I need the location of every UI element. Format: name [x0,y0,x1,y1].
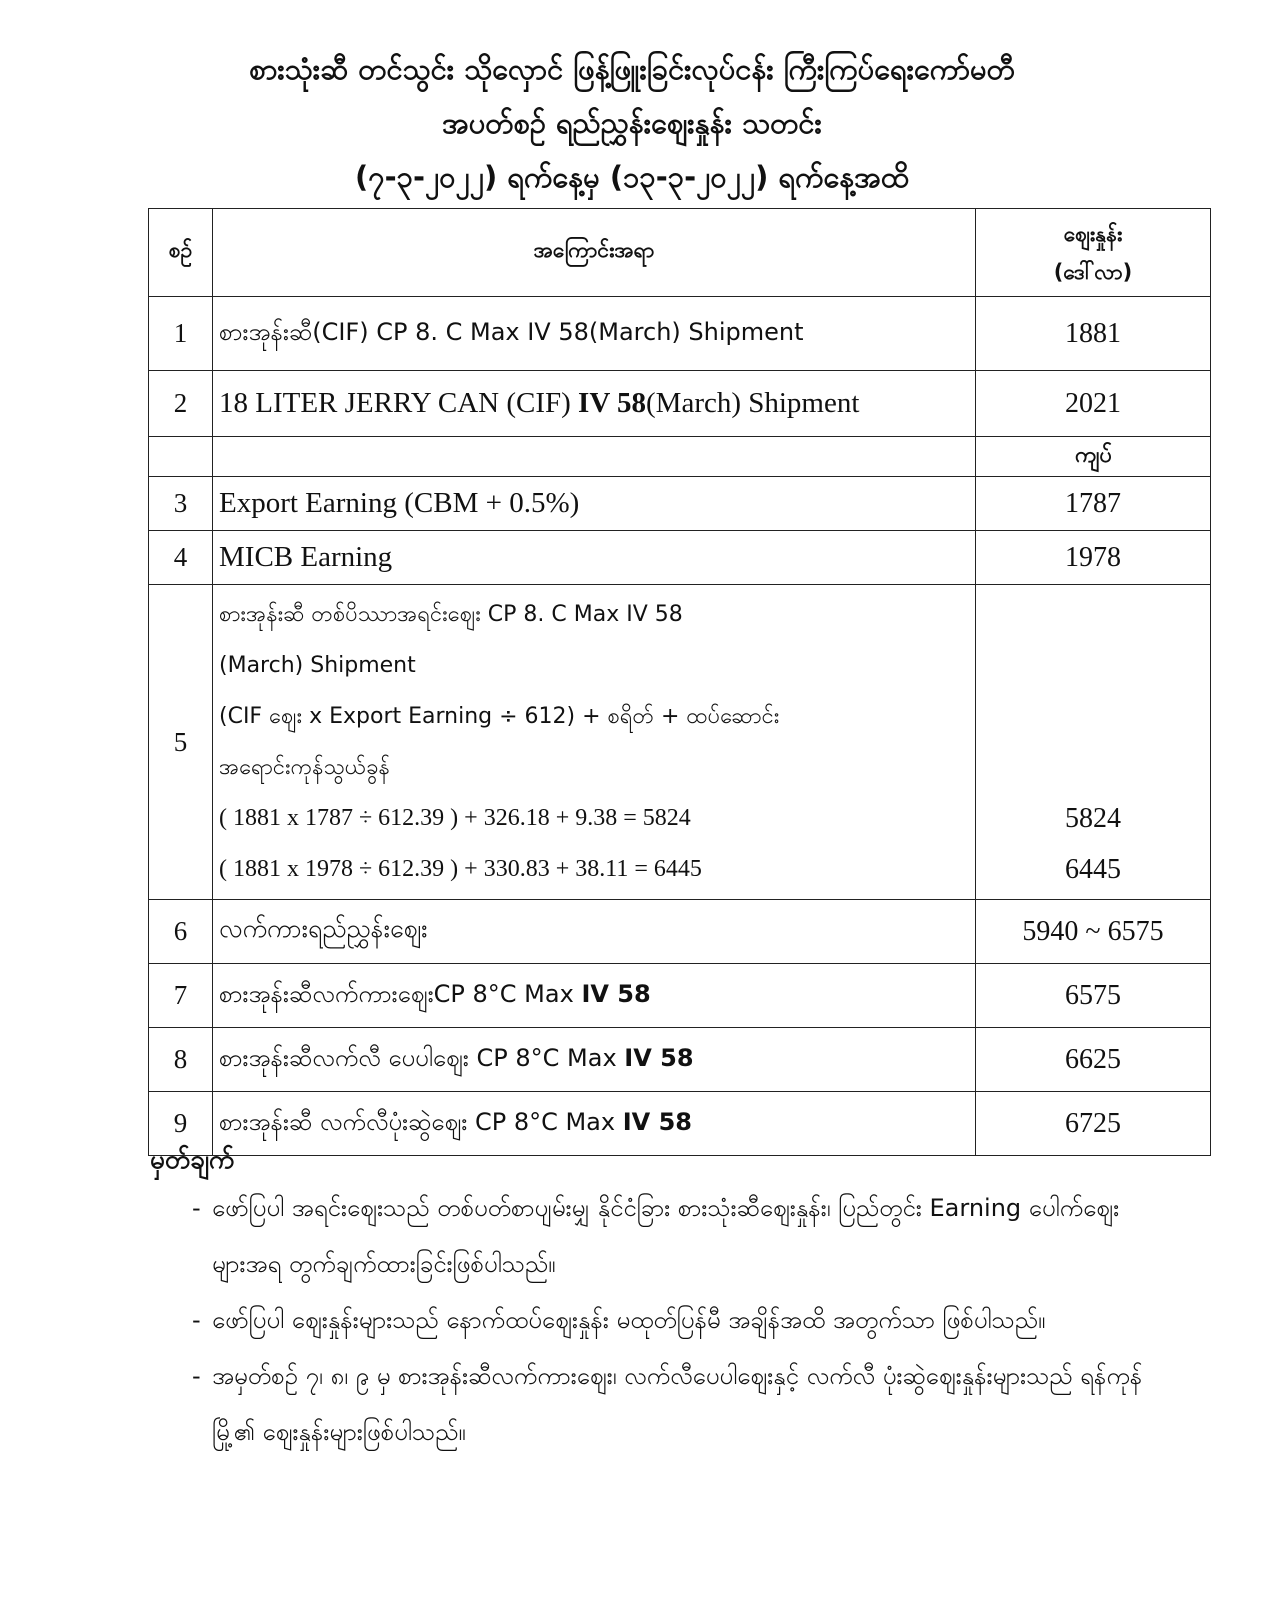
note-text: အမှတ်စဉ် ၇၊ ၈၊ ၉ မှ စားအုန်းဆီလက်ကားဈေး၊ လက်လီပေပါဈေးနှင့် လက်လီ ပုံးဆွဲဈေးနှုန်းများသည် ရန်ကုန်မြို့၏ ဈေးနှုန်းများဖြစ်ပါသည်။ [212,1362,1143,1446]
empty-cell [149,437,213,477]
desc-part: (March) Shipment [646,387,860,419]
row-price: 5940 ~ 6575 [976,900,1211,964]
note-text: ဖော်ပြပါ အရင်းဈေးသည် တစ်ပတ်စာပျမ်းမျှ နိုင်ငံခြား စားသုံးဆီဈေးနှုန်း၊ ပြည်တွင်း Earning ပေါက်ဈေးများအရ တွက်ချက်ထားခြင်းဖြစ်ပါသည်။ [212,1194,1120,1278]
row-no: 2 [149,371,213,437]
note-dash: - [192,1362,201,1390]
table-header-row [149,209,1211,297]
note-item [150,1348,1150,1460]
desc-part: စားအုန်းဆီလက်လီ ပေပါဈေး CP 8°C Max [219,1043,625,1072]
row-no: 6 [149,900,213,964]
header-description: အကြောင်းအရာ [213,209,976,297]
date-range: (၇-၃-၂၀၂၂) ရက်နေ့မှ (၁၃-၃-၂၀၂၂) ရက်နေ့အထိ [355,160,909,194]
desc-part: စားအုန်းဆီလက်ကားဈေးCP 8°C Max [219,979,582,1008]
calc-line: (March) Shipment [219,653,416,678]
table-row [149,964,1211,1028]
note-dash: - [192,1306,201,1334]
row-price: 6625 [976,1028,1211,1092]
row-price [976,585,1211,900]
desc-part: 18 LITER JERRY CAN (CIF) [219,387,579,419]
calc-formula: ( 1881 x 1787 ÷ 612.39 ) + 326.18 + 9.38 = 5824 [219,805,691,831]
row-price: 6725 [976,1092,1211,1156]
calc-result: 5824 [1065,803,1121,834]
table-row [149,900,1211,964]
unit-row [149,437,1211,477]
table-row [149,1028,1211,1092]
calc-line: (CIF ဈေး x Export Earning ÷ 612) + စရိတ် + ထပ်ဆောင်း [219,704,780,729]
calc-line: စားအုန်းဆီ တစ်ပိဿာအရင်းဈေး CP 8. C Max IV 58 [219,602,683,627]
row-no: 8 [149,1028,213,1092]
row-price: 6575 [976,964,1211,1028]
row-description [213,1028,976,1092]
desc-bold-part: IV 58 [578,387,646,419]
calc-formula: ( 1881 x 1978 ÷ 612.39 ) + 330.83 + 38.11 = 6445 [219,856,702,882]
table-row [149,531,1211,585]
header-price [976,209,1211,297]
row-no: 4 [149,531,213,585]
note-item [150,1292,1150,1348]
committee-title: စားသုံးဆီ တင်သွင်း သိုလှောင် ဖြန့်ဖြူးခြင်းလုပ်ငန်း ကြီးကြပ်ရေးကော်မတီ [249,52,1015,86]
notes-heading: မှတ်ချက် [150,1145,235,1175]
row-description: စားအုန်းဆီ(CIF) CP 8. C Max IV 58(March) Shipment [213,297,976,371]
title-block [0,42,1264,204]
row-price: 1978 [976,531,1211,585]
row-price: 1787 [976,477,1211,531]
row-no: 5 [149,585,213,900]
note-text: ဖော်ပြပါ ဈေးနှုန်းများသည် နောက်ထပ်ဈေးနှုန်း မထုတ်ပြန်မီ အချိန်အထိ အတွက်သာ ဖြစ်ပါသည်။ [212,1306,1046,1334]
unit-kyat: ကျပ် [976,437,1211,477]
row-description [213,964,976,1028]
calc-result: 6445 [1065,854,1121,885]
notes-section [150,1140,1150,1460]
bulletin-title: အပတ်စဉ် ရည်ညွှန်းဈေးနှုန်း သတင်း [442,106,822,140]
desc-bold-part: IV 58 [624,1043,694,1072]
row-no: 3 [149,477,213,531]
header-no: စဉ် [149,209,213,297]
header-price-unit: (ဒေါ်လာ) [1053,259,1133,284]
note-dash: - [192,1194,201,1222]
desc-bold-part: IV 58 [581,979,651,1008]
table-row [149,477,1211,531]
row-no: 7 [149,964,213,1028]
note-item [150,1180,1150,1292]
table-row [149,371,1211,437]
row-description: MICB Earning [213,531,976,585]
desc-part: စားအုန်းဆီ လက်လီပုံးဆွဲဈေး CP 8°C Max [219,1107,623,1136]
empty-cell [213,437,976,477]
row-no: 9 [149,1092,213,1156]
row-price: 1881 [976,297,1211,371]
header-price-label: ဈေးနှုန်း [1063,221,1123,246]
row-price: 2021 [976,371,1211,437]
row-no: 1 [149,297,213,371]
desc-bold-part: IV 58 [622,1107,692,1136]
row-description: Export Earning (CBM + 0.5%) [213,477,976,531]
row-description [213,585,976,900]
price-table [148,208,1211,1156]
row-description [213,371,976,437]
calc-line: အရောင်းကုန်သွယ်ခွန် [219,755,390,780]
table-row [149,297,1211,371]
table-row-calculation [149,585,1211,900]
row-description: လက်ကားရည်ညွှန်းဈေး [213,900,976,964]
